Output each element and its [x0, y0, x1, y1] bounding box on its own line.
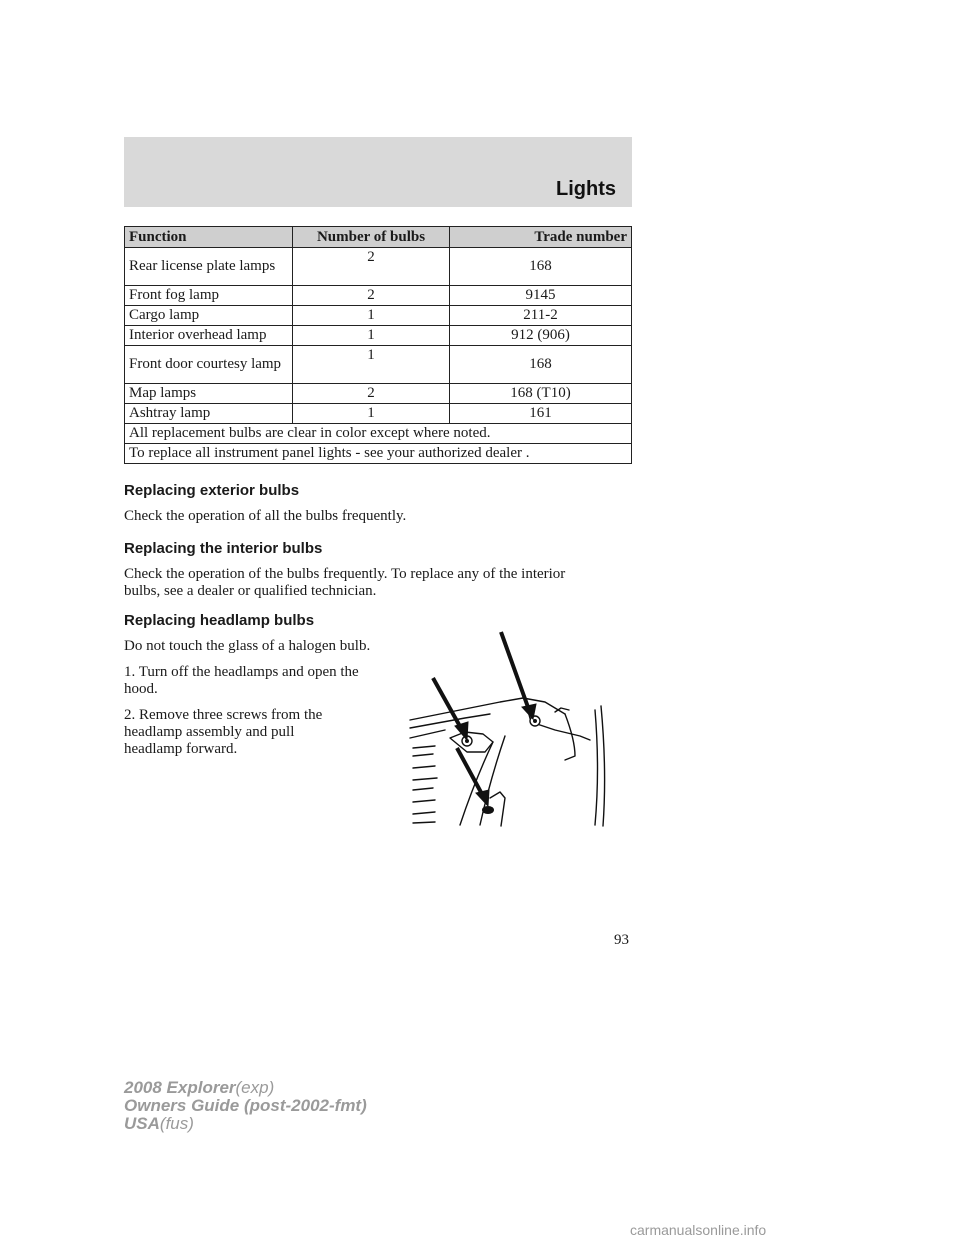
cell-count: 1 — [293, 404, 450, 424]
exterior-section — [124, 482, 632, 525]
section-title: Lights — [556, 178, 616, 200]
cell-count: 1 — [293, 306, 450, 326]
section-heading: Replacing the interior bulbs — [124, 540, 323, 557]
column-header-trade: Trade number — [450, 227, 632, 248]
cell-trade: 211-2 — [450, 306, 632, 326]
cell-trade: 161 — [450, 404, 632, 424]
table-note-row — [125, 424, 632, 444]
step-2: 2. Remove three screws from the headlamp assembly and pull headlamp forward. — [124, 707, 323, 757]
section-text: Do not touch the glass of a halogen bulb. — [124, 638, 371, 654]
section-heading: Replacing headlamp bulbs — [124, 612, 315, 629]
table-header-row — [125, 227, 632, 248]
footer-market-code: (fus) — [159, 1114, 194, 1133]
cell-function: Ashtray lamp — [125, 404, 293, 424]
watermark: carmanualsonline.info — [630, 1222, 767, 1238]
table-row — [125, 326, 632, 346]
interior-section — [124, 540, 632, 600]
table-row — [125, 286, 632, 306]
arrow-icon — [476, 790, 489, 806]
cell-function: Map lamps — [125, 384, 293, 404]
cell-count: 1 — [293, 346, 450, 384]
cell-count: 2 — [293, 384, 450, 404]
cell-function: Interior overhead lamp — [125, 326, 293, 346]
footer-guide: Owners Guide (post-2002-fmt) — [124, 1096, 367, 1115]
footer-model: 2008 Explorer — [124, 1078, 236, 1097]
cell-function: Cargo lamp — [125, 306, 293, 326]
table-row — [125, 248, 632, 286]
section-heading: Replacing exterior bulbs — [124, 482, 300, 499]
step-1: 1. Turn off the headlamps and open the hood. — [124, 664, 359, 697]
cell-trade: 912 (906) — [450, 326, 632, 346]
column-header-function: Function — [125, 227, 293, 248]
cell-trade: 168 (T10) — [450, 384, 632, 404]
section-text: Check the operation of all the bulbs frequently. — [124, 508, 407, 524]
screw-icon — [482, 806, 494, 814]
table-row — [125, 306, 632, 326]
cell-trade: 168 — [450, 346, 632, 384]
table-note-row — [125, 444, 632, 464]
cell-function: Rear license plate lamps — [125, 248, 293, 286]
cell-trade: 168 — [450, 248, 632, 286]
section-text: Check the operation of the bulbs frequently. To replace any of the interior bulbs, see a dealer or qualified technician. — [124, 566, 566, 599]
cell-function: Front door courtesy lamp — [125, 346, 293, 384]
footer-model-code: (exp) — [235, 1078, 275, 1097]
page-number: 93 — [614, 932, 629, 948]
cell-function: Front fog lamp — [125, 286, 293, 306]
table-row — [125, 384, 632, 404]
cell-trade: 9145 — [450, 286, 632, 306]
bulb-table — [124, 226, 632, 464]
headlamp-screws-illustration — [405, 630, 620, 830]
table-row — [125, 346, 632, 384]
table-note: All replacement bulbs are clear in color except where noted. — [125, 424, 632, 444]
cell-count: 2 — [293, 286, 450, 306]
table-row — [125, 404, 632, 424]
section-header-band — [124, 137, 632, 207]
footer-market: USA — [124, 1114, 160, 1133]
document-footer — [124, 1079, 367, 1133]
cell-count: 1 — [293, 326, 450, 346]
column-header-number: Number of bulbs — [293, 227, 450, 248]
table-note: To replace all instrument panel lights - see your authorized dealer . — [125, 444, 632, 464]
cell-count: 2 — [293, 248, 450, 286]
